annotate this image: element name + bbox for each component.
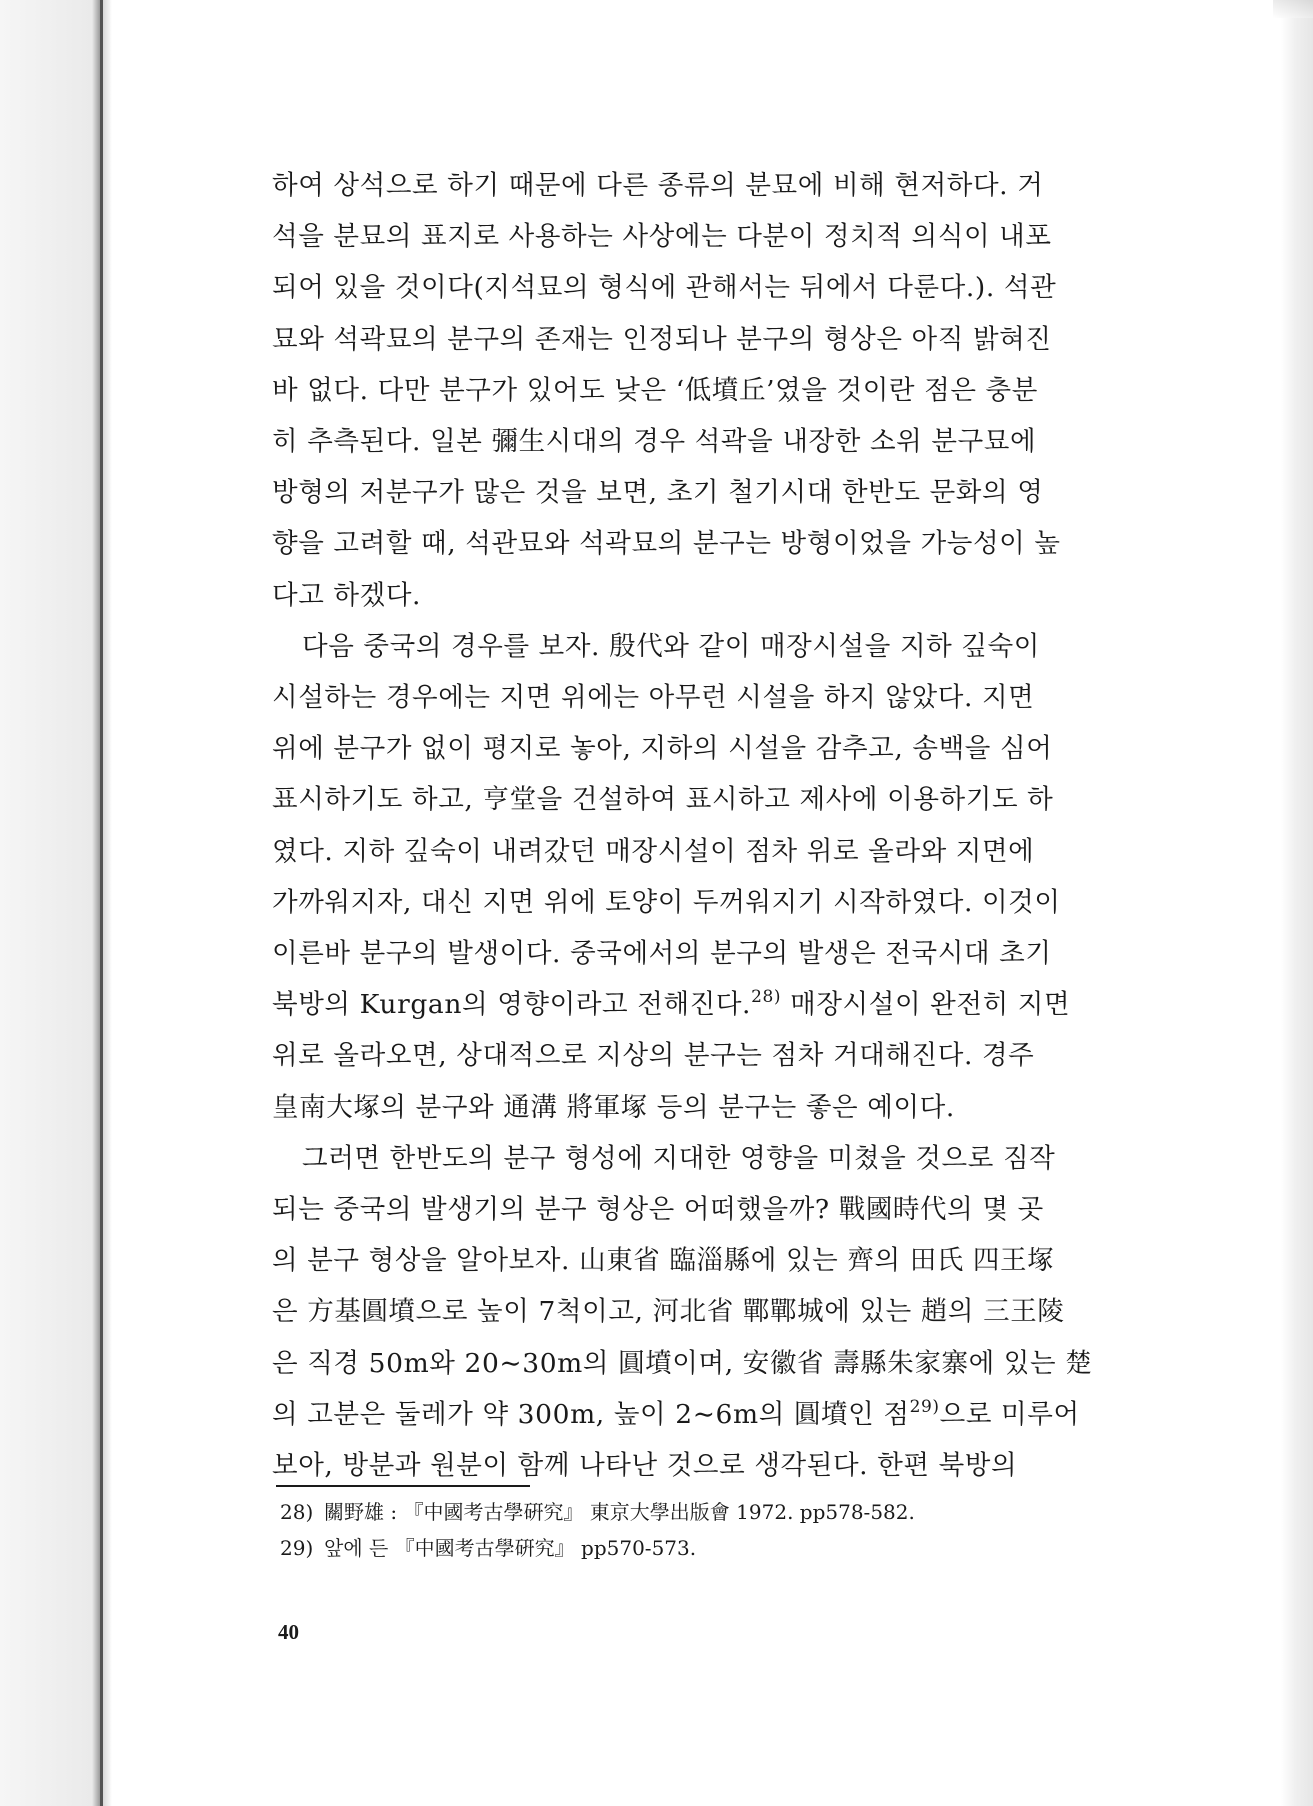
footnote-number: 29) [280, 1536, 314, 1560]
footnote-text: 關野雄 : 『中國考古學硏究』 東京大學出版會 1972. pp578-582. [324, 1500, 915, 1524]
paragraph-3-text-b: 으로 미루어 보아, 방분과 원분이 함께 나타난 것으로 생각된다. 한편 북방의 [272, 1398, 1080, 1482]
binding-shadow-line [100, 0, 103, 1806]
page-right-edge [1281, 0, 1313, 1806]
paragraph-2-text-a: 다음 중국의 경우를 보자. 殷代와 같이 매장시설을 지하 깊숙이 시설하는 경우에는 지면 위에는 아무런 시설을 하지 않았다. 지면 위에 분구가 없이 평지로 놓아, 지하의 시설을 감추고, 송백을 심어 표시하기도 하고, 亨堂을 건설하여 표시하고 제사에 이용하기도 하 였다. 지하 깊숙이 내려갔던 매장시설이 점차 위로 올라와 지면에 가까워지자, 대신 지면 위에 토양이 두꺼워지기 시작하였다. 이것이 이른바 분구의 발생이다. 중국에서의 분구의 발생은 전국시대 초기 북방의 Kurgan의 영향이라고 전해진다. [272, 630, 1061, 1021]
footnote-number: 28) [280, 1500, 314, 1524]
page-number: 40 [278, 1620, 299, 1644]
paragraph-1: 하여 상석으로 하기 때문에 다른 종류의 분묘에 비해 현저하다. 거 석을 분묘의 표지로 사용하는 사상에는 다분이 정치적 의식이 내포 되어 있을 것이다(지석묘의 형식에 관해서는 뒤에서 다룬다.). 석관 묘와 석곽묘의 분구의 존재는 인정되나 분구의 형상은 아직 밝혀진 바 없다. 다만 분구가 있어도 낮은 ‘低墳丘’였을 것이란 점은 충분 히 추측된다. 일본 彌生시대의 경우 석곽을 내장한 소위 분구묘에 방형의 저분구가 많은 것을 보면, 초기 철기시대 한반도 문화의 영 향을 고려할 때, 석관묘와 석곽묘의 분구는 방형이었을 가능성이 높 다고 하겠다. [272, 170, 1061, 611]
paragraph-3-text-a: 그러면 한반도의 분구 형성에 지대한 영향을 미쳤을 것으로 짐작 되는 중국의 발생기의 분구 형상은 어떠했을까? 戰國時代의 몇 곳 의 분구 형상을 알아보자. 山東省 臨淄縣에 있는 齊의 田氏 四王塚 은 方基圓墳으로 높이 7척이고, 河北省 鄲鄲城에 있는 趙의 三王陵 은 직경 50m와 20∼30m의 圓墳이며, 安徽省 壽縣朱家寨에 있는 楚 의 고분은 둘레가 약 300m, 높이 2∼6m의 圓墳인 점 [272, 1142, 1093, 1430]
footnote-29 [280, 1530, 1180, 1566]
footnotes [280, 1494, 1180, 1566]
footnote-ref-28: 28) [751, 987, 782, 1008]
footnote-text: 앞에 든 『中國考古學硏究』 pp570-573. [324, 1536, 697, 1560]
footnote-ref-29: 29) [909, 1396, 940, 1417]
footnote-28 [280, 1494, 1180, 1530]
paragraph-2 [272, 621, 1184, 1133]
footnote-divider [276, 1485, 530, 1487]
paragraph-2-text-b: 매장시설이 완전히 지면 위로 올라오면, 상대적으로 지상의 분구는 점차 거대해진다. 경주 皇南大塚의 분구와 通溝 將軍塚 등의 분구는 좋은 예이다. [272, 989, 1071, 1123]
book-page [118, 0, 1281, 1806]
paragraph-3 [272, 1133, 1184, 1491]
body-text [272, 160, 1184, 1491]
